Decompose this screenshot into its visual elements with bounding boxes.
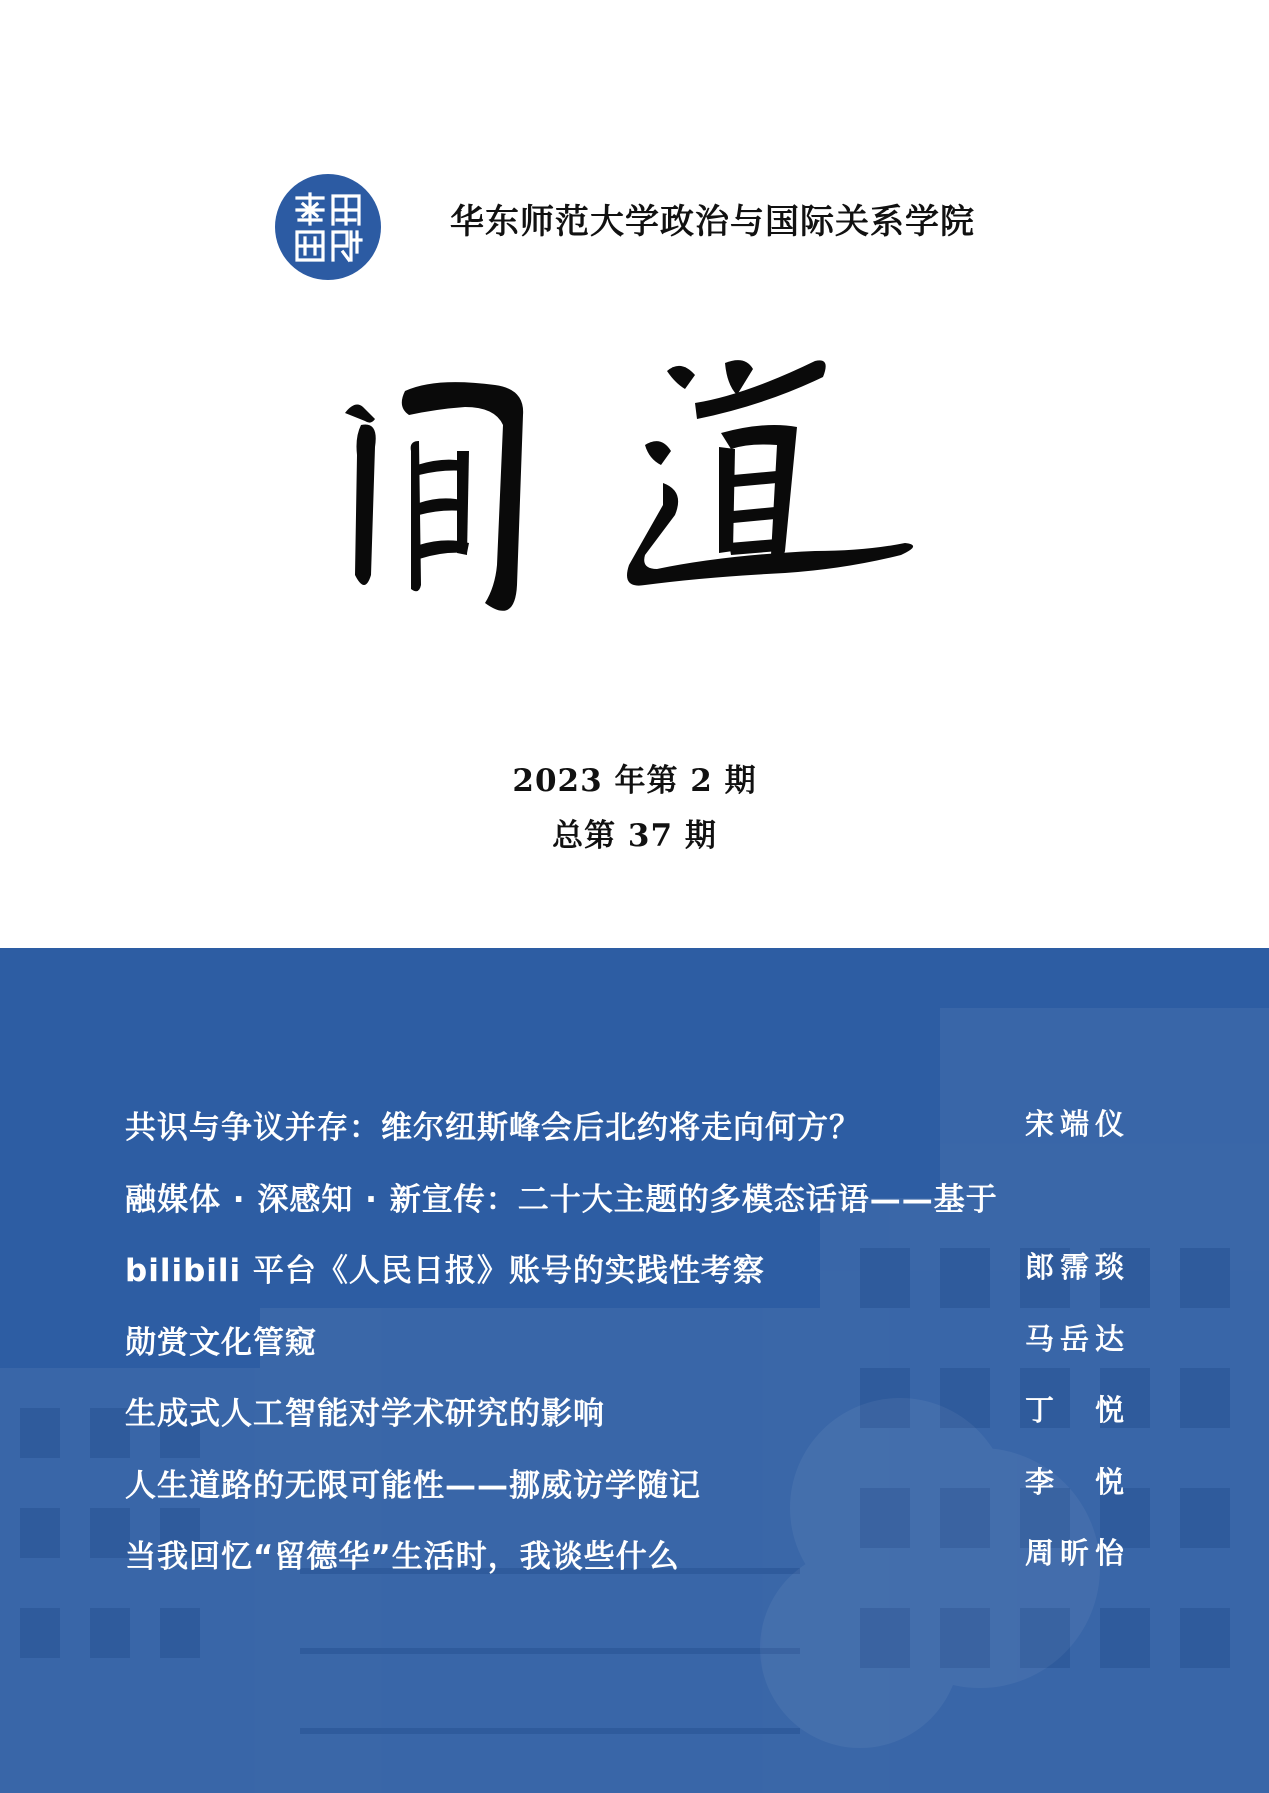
toc-article-title: 共识与争议并存：维尔纽斯峰会后北约将走向何方？ bbox=[125, 1110, 861, 1146]
toc-article-title: bilibili 平台《人民日报》账号的实践性考察 bbox=[125, 1253, 765, 1289]
issue-number: 2023 年第 2 期 bbox=[512, 763, 757, 799]
toc-article-author: 马岳达 bbox=[1025, 1321, 1131, 1356]
toc-article-author: 宋端仪 bbox=[1025, 1107, 1131, 1141]
university-seal-logo bbox=[275, 174, 381, 280]
toc-entry[interactable] bbox=[125, 1460, 1130, 1532]
toc-article-title: 当我回忆“留德华”生活时，我谈些什么 bbox=[125, 1539, 680, 1575]
toc-article-title: 勋赏文化管窥 bbox=[125, 1324, 317, 1361]
toc-entry[interactable] bbox=[125, 1245, 1130, 1317]
toc-entry[interactable] bbox=[125, 1102, 1130, 1174]
toc-article-author: 李 悦 bbox=[1025, 1464, 1131, 1499]
toc-article-title: 人生道路的无限可能性——挪威访学随记 bbox=[125, 1467, 701, 1504]
toc-article-author: 丁 悦 bbox=[1025, 1393, 1131, 1427]
toc-article-title: 融媒体 · 深感知 · 新宣传：二十大主题的多模态话语——基于 bbox=[125, 1181, 998, 1218]
toc-article-author: 周昕怡 bbox=[1025, 1536, 1131, 1570]
toc-entry[interactable] bbox=[125, 1388, 1130, 1460]
seal-glyph-icon bbox=[291, 190, 365, 264]
toc-entry[interactable] bbox=[125, 1317, 1130, 1389]
toc-article-author: 郎霈琰 bbox=[1025, 1250, 1131, 1284]
cumulative-issue-number: 总第 37 期 bbox=[552, 818, 717, 854]
toc-entry[interactable] bbox=[125, 1531, 1130, 1603]
table-of-contents bbox=[125, 1102, 1130, 1603]
institution-name: 华东师范大学政治与国际关系学院 bbox=[450, 202, 975, 242]
toc-article-title: 生成式人工智能对学术研究的影响 bbox=[125, 1396, 605, 1432]
publication-title-calligraphy bbox=[345, 355, 935, 645]
toc-entry[interactable] bbox=[125, 1174, 1130, 1246]
